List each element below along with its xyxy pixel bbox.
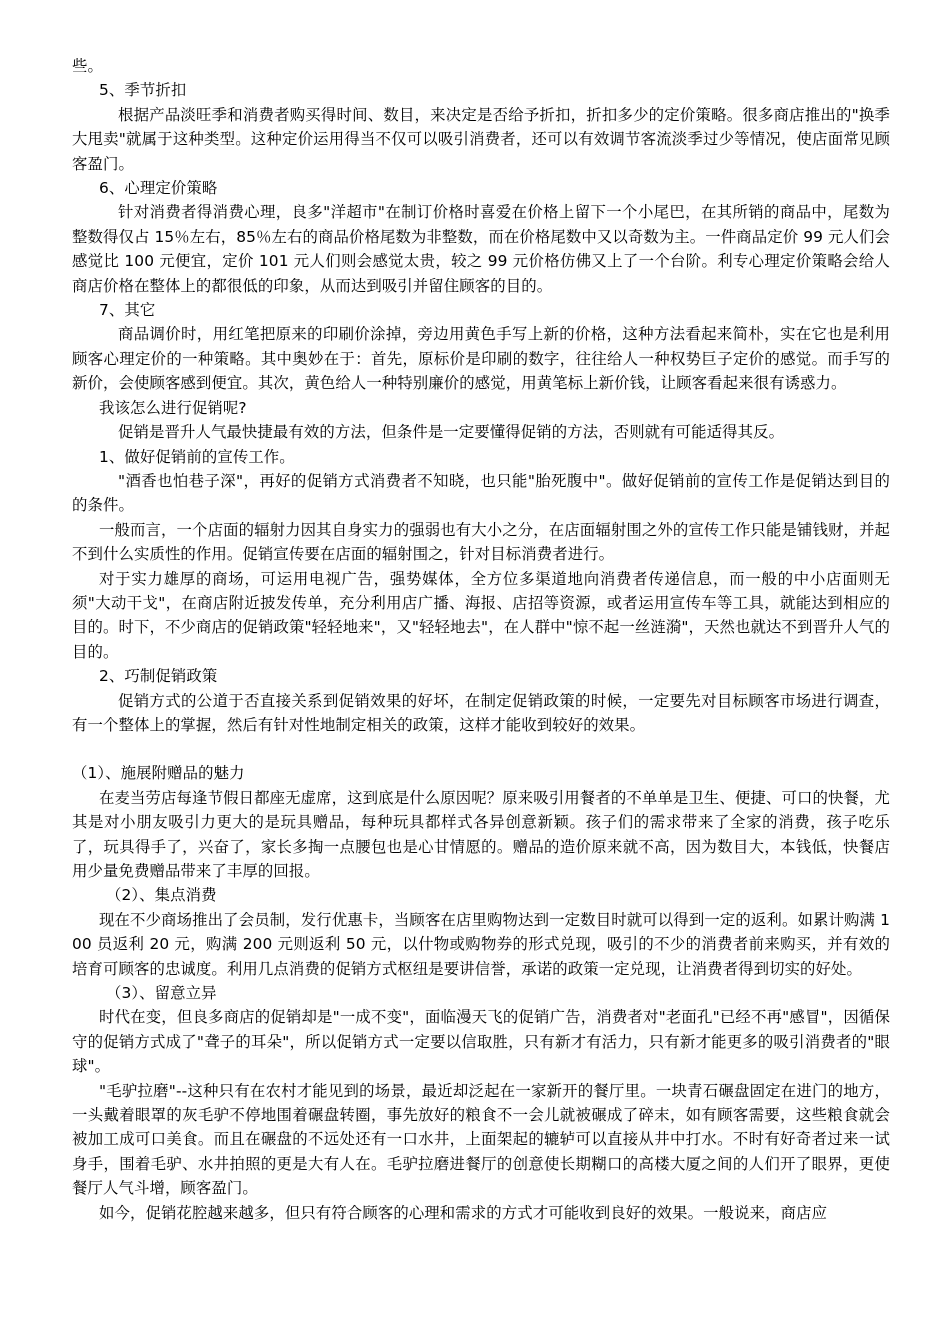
paragraph: 在麦当劳店每逢节假日都座无虚席，这到底是什么原因呢？原来吸引用餐者的不单单是卫生、便捷、可口的快餐，尤其是对小朋友吸引力更大的是玩具赠品，每种玩具都样式各异创意新颖。孩子们的需求带来了全家的消费，孩子吃乐了，玩具得手了，兴奋了，家长多掏一点腰包也是心甘情愿的。赠品的造价原来就不高，因为数目大，本钱低，快餐店用少量免费赠品带来了丰厚的回报。 — [72, 788, 890, 880]
blank-line — [72, 737, 890, 761]
section-heading-other: 7、其它 — [99, 301, 156, 320]
section-heading-seasonal-discount: 5、季节折扣 — [99, 81, 187, 100]
section-heading-promotion-policy: 2、巧制促销政策 — [99, 667, 218, 686]
paragraph: "毛驴拉磨"--这种只有在农村才能见到的场景，最近却泛起在一家新开的餐厅里。一块青石碾盘固定在进门的地方，一头戴着眼罩的灰毛驴不停地围着碾盘转圈，事先放好的粮食不一会儿就被碾成了碎末，如有顾客需要，这些粮食就会被加工成可口美食。而且在碾盘的不远处还有一口水井，上面架起的辘轳可以直接从井中打水。不时有好奇者过来一试身手，围着毛驴、水井拍照的更是大有人在。毛驴拉磨进餐厅的创意使长期糊口的高楼大厦之间的人们开了眼界，更使餐厅人气斗增，顾客盈门。 — [72, 1081, 890, 1198]
paragraph-continuation: 些。 — [72, 57, 103, 75]
paragraph: 如今，促销花腔越来越多，但只有符合顾客的心理和需求的方式才可能收到良好的效果。一般说来，商店应 — [99, 1203, 828, 1222]
paragraph: 对于实力雄厚的商场，可运用电视广告，强势媒体，全方位多渠道地向消费者传递信息，而一般的中小店面则无须"大动干戈"，在商店附近披发传单，充分利用店广播、海报、店招等资源，或者运用宣传车等工具，就能达到相应的目的。时下，不少商店的促销政策"轻轻地来"，又"轻轻地去"，在人群中"惊不起一丝涟漪"，天然也就达不到晋升人气的目的。 — [72, 569, 890, 661]
subsection-heading-points: （2）、集点消费 — [106, 886, 217, 905]
paragraph: 商品调价时，用红笔把原来的印刷价涂掉，旁边用黄色手写上新的价格，这种方法看起来简朴，实在它也是利用顾客心理定价的一种策略。其中奥妙在于：首先，原标价是印刷的数字，往往给人一种权势巨子定价的感觉。而手写的新价，会使顾客感到便宜。其次，黄色给人一种特别廉价的感觉，用黄笔标上新价钱，让顾客看起来很有诱惑力。 — [72, 325, 890, 393]
paragraph: 根据产品淡旺季和消费者购买得时间、数目，来决定是否给予折扣，折扣多少的定价策略。很多商店推出的"换季大甩卖"就属于这种类型。这种定价运用得当不仅可以吸引消费者，还可以有效调节客流淡季过少等情况，使店面常见顾客盈门。 — [72, 105, 890, 173]
document-page — [72, 54, 890, 1225]
section-heading-psychological-pricing: 6、心理定价策略 — [99, 179, 218, 198]
paragraph: 促销方式的公道于否直接关系到促销效果的好坏，在制定促销政策的时候，一定要先对目标顾客市场进行调查，有一个整体上的掌握，然后有针对性地制定相关的政策，这样才能收到较好的效果。 — [72, 691, 890, 734]
subsection-heading-gifts: （1）、施展附赠品的魅力 — [72, 764, 245, 783]
paragraph: 时代在变，但良多商店的促销却是"一成不变"，面临漫天飞的促销广告，消费者对"老面孔"已经不再"感冒"，因循保守的促销方式成了"聋子的耳朵"，所以促销方式一定要以信取胜，只有新才有活力，只有新才能更多的吸引消费者的"眼球"。 — [72, 1008, 890, 1076]
paragraph: 针对消费者得消费心理，良多"洋超市"在制订价格时喜爱在价格上留下一个小尾巴，在其所销的商品中，尾数为整数得仅占 15％左右，85％左右的商品价格尾数为非整数，而在价格尾数中又以奇数为主。一件商品定价 99 元人们会感觉比 100 元便宜，定价 101 元人们则会感觉太贵，较之 99 元价格仿佛又上了一个台阶。利专心理定价策略会给人商店价格在整体上的都很低的印象，从而达到吸引并留住顾客的目的。 — [72, 203, 890, 295]
paragraph: "酒香也怕巷子深"，再好的促销方式消费者不知晓，也只能"胎死腹中"。做好促销前的宣传工作是促销达到目的的条件。 — [72, 471, 890, 515]
paragraph: 促销是晋升人气最快捷最有效的方法，但条件是一定要懂得促销的方法，否则就有可能适得其反。 — [118, 423, 785, 442]
paragraph: 一般而言，一个店面的辐射力因其自身实力的强弱也有大小之分，在店面辐射围之外的宣传工作只能是铺钱财，并起不到什么实质性的作用。促销宣传要在店面的辐射围之，针对目标消费者进行。 — [72, 520, 890, 564]
paragraph: 现在不少商场推出了会员制，发行优惠卡，当顾客在店里购物达到一定数目时就可以得到一定的返利。如累计购满 100 员返利 20 元，购满 200 元则返利 50 元，以什物或购物券的形式兑现，吸引的不少的消费者前来购买，并有效的培育可顾客的忠诚度。利用几点消费的促销方式枢纽是要讲信誉，承诺的政策一定兑现，让消费者得到切实的好处。 — [72, 910, 890, 978]
subsection-heading-innovation: （3）、留意立异 — [106, 984, 217, 1003]
section-heading-how-to-promote: 我该怎么进行促销呢? — [99, 398, 247, 417]
section-heading-pre-promotion: 1、做好促销前的宣传工作。 — [99, 447, 295, 466]
